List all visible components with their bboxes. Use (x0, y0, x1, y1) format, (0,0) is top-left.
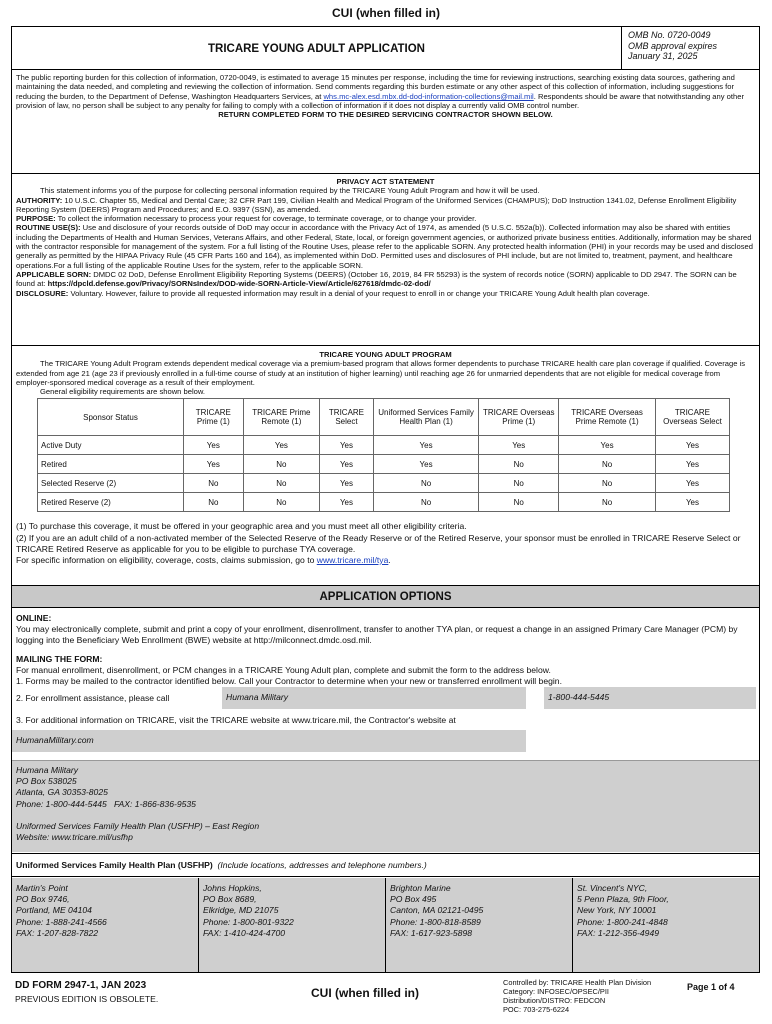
control-line-3: Distribution/DISTRO: FEDCON (503, 996, 606, 1005)
contractor-website-field[interactable]: HumanaMilitary.com (12, 730, 526, 752)
privacy-authority (16, 196, 755, 215)
routine-text: Use and disclosure of your records outside of DoD may occur in accordance with the Privacy Act of 1974, as amended (5 U.S.C. 552a(b)). Collected information may also be shared with entities including the Departments of Health and Human Services, Veterans Affairs, and other Federal, State, local, or foreign government agencies, or authorized private business entities. Additionally, information may be shared with the contractor responsible for management of the system. For a full listing of the Routine Uses, please refer to the applicable SORN. Any protected health information (PHI) in your records may be used and disclosed generally as permitted by the HIPAA Privacy Rule (45 CFR Parts 160 and 164), as implemented within DoD. Permitted uses and disclosures of PHI include, but are not limited to, treatment, payment, and healthcare operations.For a full listing of the applicable Routine Uses for the system, refer to the applicable SORN. (16, 223, 753, 270)
usfhp-location-line: Johns Hopkins, (203, 883, 262, 893)
disclosure-text: Voluntary. However, failure to provide all requested information may result in a denial of your request to enroll in or change your TRICARE Young Adult health plan coverage. (68, 288, 650, 298)
eligibility-cell: Yes (320, 493, 374, 512)
usfhp-location-field[interactable] (199, 878, 386, 972)
usfhp-locations (12, 878, 759, 972)
usfhp-location-field[interactable] (12, 878, 199, 972)
eligibility-col-header: TRICARE Overseas Select (655, 399, 729, 436)
burden-text: The public reporting burden for this collection of information, 0720-0049, is estimated to average 15 minutes per response, including the time for reviewing instructions, searching existing data sources, gathering and maintaining the data needed, and completing and reviewing the collection of information. Send comments regarding this burden estimate or any other aspect of this collection of information, including suggestions for reducing the burden, to the Department of Defense, Washington Headquarters Services, at (16, 73, 735, 101)
online-text: You may electronically complete, submit and print a copy of your enrollment, disenrollment, transfer to another TYA plan, or request a change in an assigned Primary Care Manager (PCM) by logging into the Beneficiary Web Enrollment (BWE) website at http://milconnect.dmdc.osd.mil. (16, 624, 738, 646)
privacy-disclosure (16, 289, 755, 298)
control-line-4: POC: 703-275-6224 (503, 1005, 570, 1014)
eligibility-col-header: TRICARE Overseas Prime Remote (1) (559, 399, 656, 436)
eligibility-cell: Yes (320, 455, 374, 474)
application-options-heading: APPLICATION OPTIONS (12, 586, 759, 608)
note-3 (16, 555, 755, 566)
usfhp-location-line: Phone: 1-888-241-4566 (16, 916, 107, 927)
burden-email-link[interactable]: whs.mc-alex.esd.mbx.dd-dod-information-collections@mail.mil (323, 91, 534, 101)
contractor-website-row (16, 730, 755, 754)
privacy-routine-uses (16, 223, 755, 269)
eligibility-row (38, 436, 730, 455)
eligibility-table (37, 398, 730, 512)
omb-number: OMB No. 0720-0049 (628, 30, 711, 40)
usfhp-note: (Include locations, addresses and telephone numbers.) (217, 860, 427, 870)
mailing-item-3: 3. For additional information on TRICARE, visit the TRICARE website at www.tricare.mil, the Contractor's website at (16, 715, 456, 726)
return-instruction: RETURN COMPLETED FORM TO THE DESIRED SERVICING CONTRACTOR SHOWN BELOW. (218, 110, 553, 120)
eligibility-cell: No (559, 493, 656, 512)
eligibility-col-header: Uniformed Services Family Health Plan (1) (373, 399, 478, 436)
usfhp-location-line: Portland, ME 04104 (16, 905, 92, 916)
eligibility-col-header: TRICARE Select (320, 399, 374, 436)
privacy-intro: This statement informs you of the purpose for collecting personal information required by the TRICARE Young Adult Program and how it will be used. (40, 186, 540, 196)
eligibility-col-header: Sponsor Status (38, 399, 184, 436)
form-page (11, 26, 760, 973)
eligibility-cell: Yes (655, 493, 729, 512)
usfhp-location-field[interactable] (386, 878, 573, 972)
omb-info (621, 27, 761, 70)
privacy-sorn (16, 270, 755, 289)
usfhp-location-line: PO Box 9746, (16, 894, 70, 905)
eligibility-row (38, 455, 730, 474)
online-label: ONLINE: (16, 613, 52, 623)
eligibility-cell: No (479, 474, 559, 493)
usfhp-location-field[interactable] (573, 878, 759, 972)
eligibility-cell: Yes (320, 436, 374, 455)
usfhp-location-line: Phone: 1-800-801-9322 (203, 916, 294, 927)
eligibility-cell: No (479, 493, 559, 512)
usfhp-location-line: PO Box 8689, (203, 894, 257, 905)
eligibility-cell: No (243, 474, 319, 493)
contractor-line-1: Humana Military (16, 765, 79, 775)
eligibility-cell: No (373, 493, 478, 512)
eligibility-cell: Yes (373, 455, 478, 474)
sponsor-status-cell: Retired (38, 455, 184, 474)
usfhp-location-line: FAX: 1-212-356-4949 (577, 927, 660, 938)
usfhp-label-row (12, 853, 759, 877)
usfhp-location-line: FAX: 1-207-828-7822 (16, 927, 99, 938)
application-options (12, 608, 759, 754)
note-2: (2) If you are an adult child of a non-activated member of the Selected Reserve of the Ready Reserve or of the Retired Reserve, your sponsor must be enrolled in TRICARE Reserve Select or TRICARE Retired Reserve as applicable for you to be eligible to purchase TYA coverage. (16, 532, 741, 554)
eligibility-header-row (38, 399, 730, 436)
contractor-address-field[interactable] (12, 760, 759, 852)
usfhp-location-line: Martin's Point (16, 883, 68, 893)
tya-program-section (12, 346, 759, 586)
eligibility-cell: No (373, 474, 478, 493)
contractor-line-6: Website: www.tricare.mil/usfhp (16, 832, 133, 843)
eligibility-cell: Yes (559, 436, 656, 455)
mailing-text: For manual enrollment, disenrollment, or PCM changes in a TRICARE Young Adult plan, complete and submit the form to the address below. (16, 664, 551, 675)
omb-approval: OMB approval expires (628, 40, 718, 51)
usfhp-location-line: Phone: 1-800-241-4848 (577, 916, 668, 927)
eligibility-cell: Yes (184, 436, 244, 455)
eligibility-cell: Yes (479, 436, 559, 455)
note-3-text: For specific information on eligibility, coverage, costs, claims submission, go to (16, 555, 317, 566)
eligibility-row (38, 493, 730, 512)
tya-intro: The TRICARE Young Adult Program extends dependent medical coverage via a premium-based program that allows former dependents to purchase TRICARE health care plan coverage if qualified. Coverage is extended from age 21 (age 23 if previously enrolled in a full-time course of study at an institution of higher learning) until reaching age 26 for unmarried dependents that are not eligible for medical coverage from employer-sponsored medical coverage as a result of their employment. (16, 359, 746, 387)
previous-edition-note: PREVIOUS EDITION IS OBSOLETE. (15, 994, 159, 1004)
mailing-item-1: 1. Forms may be mailed to the contractor identified below. Call your Contractor to determine when your new or transferred enrollment will begin. (16, 676, 562, 687)
eligibility-cell: Yes (320, 474, 374, 493)
authority-text: 10 U.S.C. Chapter 55, Medical and Dental Care; 32 CFR Part 199, Civilian Health and Medical Program of the Uniformed Services (CHAMPUS); DoD Instruction 1341.02, Defense Enrollment Eligibility Reporting System (DEERS) Program and Procedures; and E.O. 9397 (SSN), as amended. (16, 195, 737, 214)
eligibility-cell: Yes (655, 436, 729, 455)
eligibility-cell: Yes (655, 474, 729, 493)
form-header (12, 27, 759, 70)
privacy-act-section (12, 174, 759, 346)
eligibility-col-header: TRICARE Prime (1) (184, 399, 244, 436)
eligibility-cell: No (184, 474, 244, 493)
usfhp-location-line: FAX: 1-410-424-4700 (203, 927, 286, 938)
purpose-text: To collect the information necessary to process your request for coverage, to terminate coverage, or to change your provider. (55, 214, 477, 224)
contractor-line-4: Phone: 1-800-444-5445 FAX: 1-866-836-9535 (16, 798, 196, 809)
eligibility-notes (16, 521, 755, 566)
tya-heading: TRICARE YOUNG ADULT PROGRAM (319, 350, 452, 359)
mailing-item-2: 2. For enrollment assistance, please call (16, 693, 170, 704)
sorn-text: DMDC 02 DoD, Defense Enrollment Eligibility Reporting Systems (DEERS) (October 16, 2019, 84 FR 55293) is the system of records notice (SORN) applicable to DD 2947. The SORN can be found at: (16, 269, 737, 289)
contractor-name-field[interactable]: Humana Military (222, 687, 526, 709)
mailing-label: MAILING THE FORM: (16, 653, 103, 664)
privacy-purpose (16, 214, 755, 223)
control-marking (503, 978, 651, 1014)
eligibility-col-header: TRICARE Prime Remote (1) (243, 399, 319, 436)
sponsor-status-cell: Retired Reserve (2) (38, 493, 184, 512)
cui-bottom-label: CUI (when filled in) (311, 986, 419, 1000)
form-title: TRICARE YOUNG ADULT APPLICATION (207, 42, 425, 55)
form-footer (11, 978, 760, 1022)
control-line-1: Controlled by: TRICARE Health Plan Division (503, 978, 652, 987)
usfhp-location-line: 5 Penn Plaza, 9th Floor, (577, 894, 669, 905)
eligibility-cell: No (243, 455, 319, 474)
control-line-2: Category: INFOSEC/OPSEC/PII (503, 987, 609, 996)
eligibility-cell: Yes (373, 436, 478, 455)
sorn-url: https://dpcld.defense.gov/Privacy/SORNsIndex/DOD-wide-SORN-Article-View/Article/627618/dmdc-02-dod/ (47, 279, 431, 289)
note-1: (1) To purchase this coverage, it must be offered in your geographic area and you must meet all other eligibility criteria. (16, 521, 467, 532)
contractor-line-2: PO Box 538025 (16, 776, 77, 787)
eligibility-cell: No (479, 455, 559, 474)
usfhp-location-line: St. Vincent's NYC, (577, 883, 648, 893)
form-number: DD FORM 2947-1, JAN 2023 (15, 980, 147, 991)
authority-label: AUTHORITY: (16, 195, 63, 205)
enrollment-assistance-row (16, 687, 755, 711)
burden-text-2: . Respondents should be aware that notwithstanding any other provision of law, no person shall be subject to any penalty for failing to comply with a collection of information if it does not display a currently valid OMB control number. (16, 91, 744, 110)
eligibility-cell: No (559, 455, 656, 474)
usfhp-location-line: FAX: 1-617-923-5898 (390, 927, 473, 938)
disclosure-label: DISCLOSURE: (16, 288, 69, 298)
note-3-end: . (388, 555, 391, 566)
usfhp-location-line: New York, NY 10001 (577, 905, 657, 916)
eligibility-col-header: TRICARE Overseas Prime (1) (479, 399, 559, 436)
usfhp-label: Uniformed Services Family Health Plan (USFHP) (16, 860, 213, 870)
usfhp-location-line: PO Box 495 (390, 894, 437, 905)
usfhp-location-line: Elkridge, MD 21075 (203, 905, 279, 916)
usfhp-location-line: Canton, MA 02121-0495 (390, 905, 484, 916)
burden-statement (12, 70, 759, 174)
eligibility-cell: Yes (243, 436, 319, 455)
eligibility-cell: Yes (655, 455, 729, 474)
usfhp-location-line: Phone: 1-800-818-8589 (390, 916, 481, 927)
usfhp-location-line: Brighton Marine (390, 883, 451, 893)
contractor-line-3: Atlanta, GA 30353-8025 (16, 787, 108, 798)
contractor-line-5: Uniformed Services Family Health Plan (USFHP) – East Region (16, 820, 260, 831)
omb-expiry: January 31, 2025 (628, 51, 698, 61)
contractor-phone-field[interactable]: 1-800-444-5445 (544, 687, 756, 709)
sorn-label: APPLICABLE SORN: (16, 269, 92, 279)
page-number: Page 1 of 4 (687, 982, 735, 992)
eligibility-cell: Yes (184, 455, 244, 474)
tya-link[interactable]: www.tricare.mil/tya (316, 555, 389, 566)
eligibility-cell: No (243, 493, 319, 512)
cui-top-label: CUI (when filled in) (332, 6, 440, 20)
sponsor-status-cell: Active Duty (38, 436, 184, 455)
tya-general: General eligibility requirements are shown below. (40, 387, 206, 397)
privacy-heading: PRIVACY ACT STATEMENT (336, 177, 435, 186)
eligibility-cell: No (559, 474, 656, 493)
sponsor-status-cell: Selected Reserve (2) (38, 474, 184, 493)
routine-label: ROUTINE USE(S): (16, 223, 81, 233)
purpose-label: PURPOSE: (16, 214, 56, 224)
eligibility-row (38, 474, 730, 493)
eligibility-cell: No (184, 493, 244, 512)
